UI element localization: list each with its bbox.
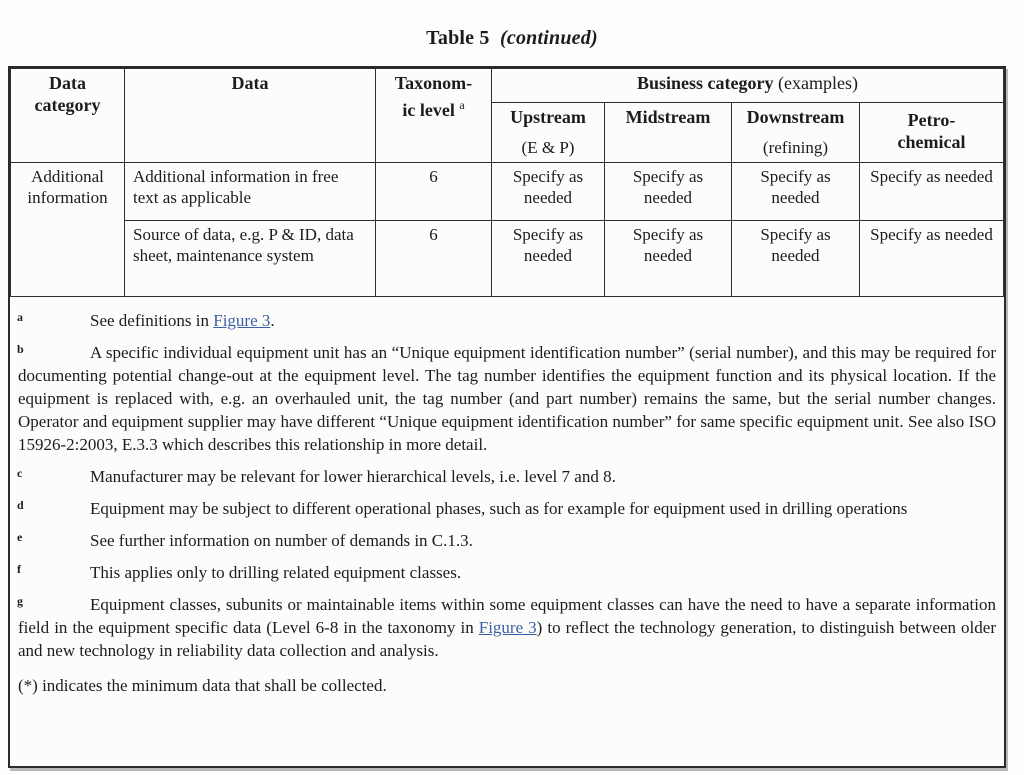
- footnote-g: [18, 593, 996, 662]
- data-table: [10, 68, 1004, 297]
- footnote-b: [18, 341, 996, 456]
- header-data-category: Data category: [11, 69, 125, 163]
- header-downstream: [732, 103, 860, 163]
- header-business-category: [492, 69, 1004, 103]
- cell-upstream: Specify as needed: [492, 163, 605, 221]
- cell-downstream: Specify as needed: [732, 221, 860, 297]
- footnote-f-marker: f: [17, 562, 21, 576]
- header-petrochemical: [860, 103, 1004, 163]
- header-midstream: [605, 103, 732, 163]
- header-taxonomic-line1: Taxonom-: [394, 73, 473, 93]
- footnote-d: [18, 497, 996, 520]
- footnote-f: [18, 561, 996, 584]
- header-upstream-label: Upstream: [510, 107, 586, 127]
- figure-3-link[interactable]: Figure 3: [213, 311, 271, 330]
- header-taxonomic-footnote-ref: a: [459, 98, 465, 112]
- header-upstream: [492, 103, 605, 163]
- footnotes-section: [10, 297, 1004, 697]
- footnote-c-marker: c: [17, 466, 23, 480]
- table-row: [11, 163, 1004, 221]
- cell-petrochemical: Specify as needed: [860, 221, 1004, 297]
- header-midstream-label: Midstream: [625, 107, 711, 127]
- footnote-a-text: See definitions in: [90, 311, 214, 330]
- table-title: [0, 0, 1024, 50]
- header-downstream-label: Downstream: [746, 107, 845, 127]
- cell-data: Source of data, e.g. P & ID, data sheet, maintenance system: [125, 221, 376, 297]
- footnote-b-text: A specific individual equipment unit has an “Unique equipment identification number” (serial number), and this may be required for documenting potential change-out at the equipment level. The tag number identifies the equipment function and its physical location. If the equipment is replaced with, e.g. an overhauled unit, the tag number (and part number) remains the same, but the serial number changes. Operator and equipment supplier may have different “Unique equipment identification number” for same specific equipment unit. See also ISO 15926-2:2003, E.3.3 which describes this relationship in more detail.: [18, 343, 996, 454]
- footnote-g-text: Equipment classes, subunits or maintainable items within some equipment classes can have the need to have a separate information field in the equipment specific data (Level 6-8 in the taxonomy in: [18, 595, 996, 637]
- cell-data-category: Additional information: [11, 163, 125, 297]
- table-title-number: Table 5: [426, 27, 490, 49]
- footnote-c-text: Manufacturer may be relevant for lower hierarchical levels, i.e. level 7 and 8.: [90, 467, 616, 486]
- header-petro-line1: Petro-: [907, 110, 956, 130]
- footnote-f-text: This applies only to drilling related equipment classes.: [90, 563, 462, 582]
- cell-midstream: Specify as needed: [605, 163, 732, 221]
- footnote-a-text-end: .: [270, 311, 275, 330]
- minimum-data-note: (*) indicates the minimum data that shall be collected.: [18, 676, 387, 695]
- header-taxonomic-level: [376, 69, 492, 163]
- footnote-d-text: Equipment may be subject to different operational phases, such as for example for equipment used in drilling operations: [90, 499, 908, 518]
- header-taxonomic-line2: ic level: [402, 100, 455, 120]
- footnote-e-text: See further information on number of demands in C.1.3.: [90, 531, 473, 550]
- cell-data: Additional information in free text as applicable: [125, 163, 376, 221]
- header-business-category-examples: (examples): [773, 73, 858, 93]
- footnote-c: [18, 465, 996, 488]
- footnote-e-marker: e: [17, 530, 23, 544]
- footnote-d-marker: d: [17, 498, 24, 512]
- cell-upstream: Specify as needed: [492, 221, 605, 297]
- footnote-g-marker: g: [17, 594, 23, 608]
- cell-midstream: Specify as needed: [605, 221, 732, 297]
- footnote-a: [18, 309, 996, 332]
- footnote-b-marker: b: [17, 342, 24, 356]
- footnote-g-text-end: ) to reflect the technology generation, to distinguish between older and new technology in reliability data collection and analysis.: [18, 618, 996, 660]
- cell-taxonomic-level: 6: [376, 221, 492, 297]
- header-downstream-paren: (refining): [762, 138, 829, 157]
- table-row: [11, 221, 1004, 297]
- header-upstream-paren: (E & P): [521, 138, 575, 157]
- figure-3-link[interactable]: Figure 3: [478, 618, 537, 637]
- footnote-a-marker: a: [17, 310, 23, 324]
- footnote-e: [18, 529, 996, 552]
- table-frame: [8, 66, 1006, 768]
- cell-taxonomic-level: 6: [376, 163, 492, 221]
- header-business-category-bold: Business category: [637, 73, 774, 93]
- cell-petrochemical: Specify as needed: [860, 163, 1004, 221]
- cell-downstream: Specify as needed: [732, 163, 860, 221]
- header-data: Data: [125, 69, 376, 163]
- header-petro-line2: chemical: [897, 132, 966, 152]
- table-title-continued-text: (continued): [500, 27, 598, 49]
